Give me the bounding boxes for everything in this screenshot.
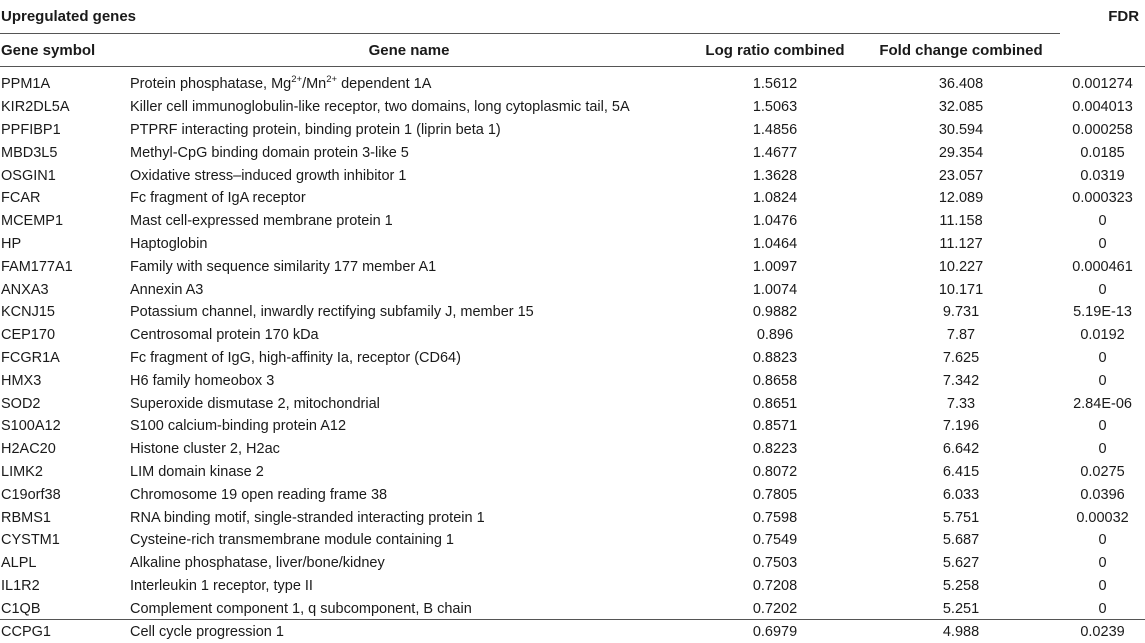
table-row: [0, 187, 1145, 210]
gene-name-cell: Centrosomal protein 170 kDa: [130, 327, 319, 344]
log-ratio-cell: 1.0074: [752, 281, 798, 298]
fdr-header-spacer: [1060, 34, 1145, 67]
log-ratio-cell: 0.8823: [752, 349, 798, 366]
gene-name-cell: Haptoglobin: [130, 235, 208, 252]
gene-symbol-cell: H2AC20: [1, 441, 56, 458]
fold-change-cell: 9.731: [942, 304, 980, 321]
gene-name-cell: PTPRF interacting protein, binding protein 1 (liprin beta 1): [130, 121, 501, 138]
gene-name-superscript: 2+: [291, 73, 303, 85]
fdr-cell: 0: [1098, 418, 1107, 435]
gene-symbol-cell: CYSTM1: [1, 532, 60, 549]
log-ratio-cell: 1.4677: [752, 144, 798, 161]
log-ratio-cell: 1.0097: [752, 258, 798, 275]
gene-symbol-cell: HP: [1, 235, 22, 252]
table-row: [0, 301, 1145, 324]
fold-change-cell: 6.642: [942, 441, 980, 458]
fold-change-cell: 7.625: [942, 349, 980, 366]
fold-change-cell: 4.988: [942, 623, 980, 640]
table-row: [0, 141, 1145, 164]
fdr-cell: 0: [1098, 600, 1107, 617]
gene-symbol-cell: IL1R2: [1, 577, 40, 594]
fold-change-cell: 36.408: [938, 76, 984, 93]
log-ratio-cell: 0.8223: [752, 441, 798, 458]
fold-change-cell: 6.033: [942, 486, 980, 503]
gene-symbol-cell: MBD3L5: [1, 144, 58, 161]
fdr-cell: 0.0275: [1080, 463, 1125, 480]
fdr-cell: 0.0239: [1080, 623, 1125, 640]
log-ratio-header: Log ratio combined: [688, 34, 862, 67]
gene-symbol-cell: FAM177A1: [1, 258, 73, 275]
log-ratio-cell: 0.896: [756, 327, 794, 344]
table-row: [0, 461, 1145, 484]
log-ratio-cell: 0.7202: [752, 600, 798, 617]
log-ratio-cell: 0.8658: [752, 372, 798, 389]
table-row: [0, 119, 1145, 142]
log-ratio-cell: 1.5063: [752, 99, 798, 116]
fdr-cell: 0.0319: [1080, 167, 1125, 184]
gene-name-cell: Family with sequence similarity 177 member A1: [130, 258, 437, 275]
table-row: [0, 278, 1145, 301]
fdr-header: FDR: [1108, 8, 1140, 26]
log-ratio-cell: 0.8651: [752, 395, 798, 412]
fdr-cell: 0: [1098, 213, 1107, 230]
log-ratio-cell: 1.0464: [752, 235, 798, 252]
fdr-cell: 0.000461: [1072, 258, 1133, 275]
gene-name-cell: Methyl-CpG binding domain protein 3-like 5: [130, 144, 409, 161]
table-body: [0, 67, 1145, 643]
fdr-cell: 0: [1098, 532, 1107, 549]
log-ratio-cell: 0.8072: [752, 463, 798, 480]
gene-name-cell: LIM domain kinase 2: [130, 463, 264, 480]
gene-name-cell: S100 calcium-binding protein A12: [130, 418, 347, 435]
gene-symbol-cell: HMX3: [1, 372, 42, 389]
fold-change-cell: 5.751: [942, 509, 980, 526]
fdr-cell: 0: [1098, 577, 1107, 594]
gene-symbol-cell: ALPL: [1, 555, 37, 572]
fold-change-header: Fold change combined: [862, 34, 1060, 67]
gene-name-cell: Annexin A3: [130, 281, 204, 298]
gene-symbol-cell: CCPG1: [1, 623, 51, 640]
log-ratio-cell: 0.7598: [752, 509, 798, 526]
fdr-cell: 0: [1098, 235, 1107, 252]
gene-name-cell: Histone cluster 2, H2ac: [130, 441, 280, 458]
fdr-cell: 0.000323: [1072, 190, 1133, 207]
gene-name-cell: [130, 67, 688, 96]
gene-symbol-cell: C1QB: [1, 600, 41, 617]
fold-change-cell: 5.687: [942, 532, 980, 549]
table-row: [0, 210, 1145, 233]
gene-symbol-cell: PPM1A: [1, 76, 51, 93]
column-header-row: [0, 34, 1145, 67]
gene-symbol-cell: KCNJ15: [1, 304, 55, 321]
gene-name-cell: Fc fragment of IgA receptor: [130, 190, 306, 207]
fdr-cell: 0: [1098, 372, 1107, 389]
gene-name-cell: Complement component 1, q subcomponent, B chain: [130, 600, 472, 617]
log-ratio-cell: 1.0824: [752, 190, 798, 207]
table-row: [0, 347, 1145, 370]
gene-name-cell: Alkaline phosphatase, liver/bone/kidney: [130, 555, 385, 572]
log-ratio-cell: 0.7208: [752, 577, 798, 594]
gene-symbol-cell: S100A12: [1, 418, 61, 435]
fold-change-cell: 7.196: [942, 418, 980, 435]
gene-name-cell: Interleukin 1 receptor, type II: [130, 577, 313, 594]
fold-change-cell: 5.258: [942, 577, 980, 594]
table-row: [0, 324, 1145, 347]
table-row: [0, 67, 1145, 96]
table-bottom-rule: [0, 619, 1145, 620]
fold-change-cell: 11.158: [939, 213, 983, 230]
gene-name-cell: Mast cell-expressed membrane protein 1: [130, 213, 393, 230]
gene-name-cell: Potassium channel, inwardly rectifying subfamily J, member 15: [130, 304, 534, 321]
gene-name-cell: Killer cell immunoglobulin-like receptor, two domains, long cytoplasmic tail, 5A: [130, 99, 630, 116]
fold-change-cell: 29.354: [938, 144, 984, 161]
fold-change-cell: 6.415: [942, 463, 980, 480]
table-header: [0, 0, 1145, 67]
fdr-cell: 0.001274: [1072, 76, 1133, 93]
fold-change-cell: 10.171: [938, 281, 984, 298]
gene-symbol-cell: MCEMP1: [1, 213, 64, 230]
gene-symbol-cell: SOD2: [1, 395, 41, 412]
log-ratio-cell: 1.5612: [752, 76, 798, 93]
fdr-cell: 0.00032: [1076, 509, 1129, 526]
fold-change-cell: 12.089: [938, 190, 984, 207]
gene-symbol-cell: ANXA3: [1, 281, 49, 298]
table-row: [0, 233, 1145, 256]
fdr-cell: 0: [1098, 555, 1107, 572]
gene-name-header: Gene name: [130, 34, 688, 67]
fdr-cell: 0: [1098, 349, 1107, 366]
table-row: [0, 620, 1145, 643]
gene-symbol-cell: CEP170: [1, 327, 56, 344]
group-title: Upregulated genes: [0, 0, 1060, 34]
gene-name-cell: Cysteine-rich transmembrane module containing 1: [130, 532, 454, 549]
log-ratio-cell: 1.3628: [752, 167, 798, 184]
gene-name-superscript: 2+: [326, 73, 338, 85]
table-row: [0, 529, 1145, 552]
table-row: [0, 483, 1145, 506]
table-row: [0, 255, 1145, 278]
fdr-cell: 5.19E-13: [1073, 304, 1132, 321]
table-row: [0, 438, 1145, 461]
table-row: [0, 164, 1145, 187]
gene-name-cell: Chromosome 19 open reading frame 38: [130, 486, 388, 503]
table-row: [0, 597, 1145, 620]
gene-name-cell: Fc fragment of IgG, high-affinity Ia, receptor (CD64): [130, 349, 461, 366]
table-row: [0, 96, 1145, 119]
gene-name-cell: H6 family homeobox 3: [130, 372, 275, 389]
log-ratio-cell: 0.8571: [752, 418, 798, 435]
gene-symbol-cell: RBMS1: [1, 509, 51, 526]
gene-symbol-cell: OSGIN1: [1, 167, 56, 184]
log-ratio-cell: 0.7549: [752, 532, 798, 549]
fold-change-cell: 7.87: [946, 327, 976, 344]
table-row: [0, 552, 1145, 575]
log-ratio-cell: 1.4856: [752, 121, 798, 138]
fdr-cell: 0.0192: [1080, 327, 1125, 344]
log-ratio-cell: 0.7503: [752, 555, 798, 572]
table-row: [0, 392, 1145, 415]
fold-change-cell: 5.627: [942, 555, 980, 572]
table-row: [0, 415, 1145, 438]
fdr-cell: 0.004013: [1072, 99, 1133, 116]
table-row: [0, 575, 1145, 598]
fold-change-cell: 5.251: [942, 600, 980, 617]
fdr-cell: 2.84E-06: [1073, 395, 1132, 412]
gene-name-cell: Superoxide dismutase 2, mitochondrial: [130, 395, 380, 412]
fold-change-cell: 10.227: [938, 258, 984, 275]
gene-symbol-cell: LIMK2: [1, 463, 43, 480]
log-ratio-cell: 0.6979: [752, 623, 798, 640]
group-header-row: [0, 0, 1145, 34]
gene-symbol-cell: KIR2DL5A: [1, 99, 70, 116]
gene-name-cell: Cell cycle progression 1: [130, 623, 284, 640]
fold-change-cell: 23.057: [938, 167, 984, 184]
log-ratio-cell: 1.0476: [752, 213, 798, 230]
fdr-cell: 0: [1098, 281, 1107, 298]
fold-change-cell: 30.594: [938, 121, 984, 138]
table-row: [0, 506, 1145, 529]
gene-symbol-cell: FCAR: [1, 190, 41, 207]
fold-change-cell: 7.33: [946, 395, 976, 412]
table-row: [0, 369, 1145, 392]
gene-name-cell: RNA binding motif, single-stranded interacting protein 1: [130, 509, 485, 526]
gene-name-text: Protein phosphatase, Mg: [130, 76, 292, 93]
log-ratio-cell: 0.7805: [752, 486, 798, 503]
gene-symbol-cell: PPFIBP1: [1, 121, 61, 138]
fdr-cell: 0.0396: [1080, 486, 1125, 503]
gene-name-text: /Mn: [302, 76, 327, 93]
fdr-cell: 0.000258: [1072, 121, 1133, 138]
fold-change-cell: 11.127: [939, 235, 983, 252]
gene-name-cell: Oxidative stress–induced growth inhibitor 1: [130, 167, 407, 184]
log-ratio-cell: 0.9882: [752, 304, 798, 321]
gene-name-text: dependent 1A: [337, 76, 432, 93]
fdr-cell: 0.0185: [1080, 144, 1125, 161]
gene-symbol-cell: FCGR1A: [1, 349, 60, 366]
gene-symbol-header: Gene symbol: [0, 34, 130, 67]
fold-change-cell: 32.085: [938, 99, 984, 116]
fdr-cell: 0: [1098, 441, 1107, 458]
gene-symbol-cell: C19orf38: [1, 486, 61, 503]
fold-change-cell: 7.342: [942, 372, 980, 389]
